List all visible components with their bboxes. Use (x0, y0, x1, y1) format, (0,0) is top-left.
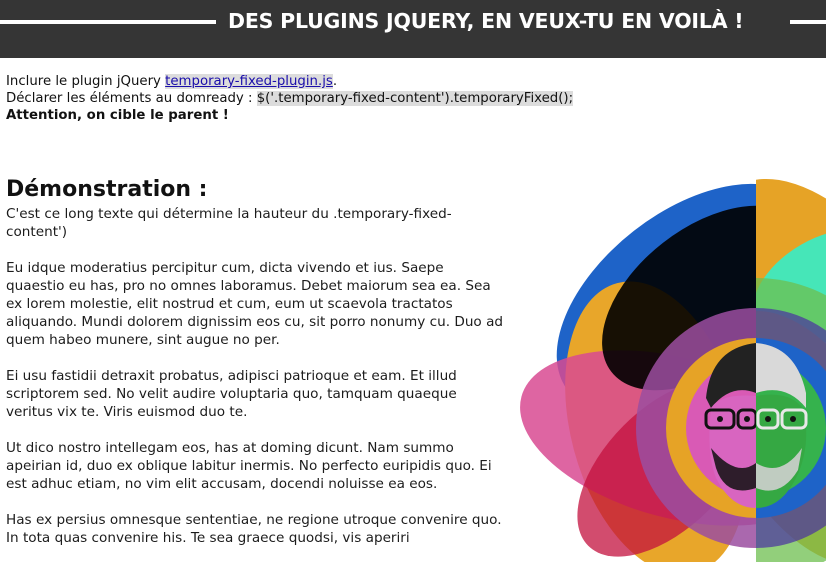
page-banner (0, 0, 826, 58)
intro-instructions (6, 73, 606, 124)
demo-paragraph: C'est ce long texte qui détermine la hauteur du .temporary-fixed-content') (6, 206, 452, 240)
banner-rule-left (0, 20, 216, 24)
intro-line-include (6, 73, 606, 90)
include-text: Inclure le plugin jQuery (6, 74, 166, 89)
intro-line-declare (6, 90, 606, 107)
abstract-face-logo-icon (506, 178, 826, 562)
demo-paragraph: Eu idque moderatius percipitur cum, dicta vivendo et ius. Saepe quaestio eu has, pro no omnes laboramus. Debet maiorum sea ea. Sea ex lorem molestie, elit nostrud et cum, eum ut scaevola tractatos aliquando. Mundi dolorem dignissim eos cu, sit porro nonumy cu. Duo ad quem habeo munere, sint augue no per. (6, 260, 504, 348)
include-suffix: . (332, 74, 338, 89)
parent-warning: Attention, on cible le parent ! (6, 108, 229, 123)
temporary-fixed-image (506, 178, 826, 562)
plugin-file-link[interactable]: temporary-fixed-plugin.js (165, 74, 333, 89)
declare-text: Déclarer les éléments au domready : (6, 91, 257, 106)
init-code-snippet: $('.temporary-fixed-content').temporaryFixed(); (256, 91, 574, 106)
demo-paragraph: Ut dico nostro intellegam eos, has at doming dicunt. Nam summo apeirian id, duo ex oblique labitur inermis. No perfecto euripidis quo. Ei est adhuc etiam, no vim elit accusam, docendi noluisse ea eos. (6, 440, 492, 492)
demo-heading: Démonstration : (6, 177, 208, 202)
demo-paragraph: Ei usu fastidii detraxit probatus, adipisci patrioque et eam. Et illud scriptorem sed. No velit audire voluptaria quo, tamquam quaeque veritus vix te. Viris euismod duo te. (6, 368, 457, 420)
demo-paragraph: Has ex persius omnesque sententiae, ne regione utroque convenire quo. In tota quas convenire his. Te sea graece quodsi, vis aperiri (6, 512, 502, 546)
banner-title: DES PLUGINS JQUERY, EN VEUX-TU EN VOILÀ ! (228, 9, 744, 33)
banner-rule-right (790, 20, 826, 24)
demo-content (6, 176, 506, 565)
